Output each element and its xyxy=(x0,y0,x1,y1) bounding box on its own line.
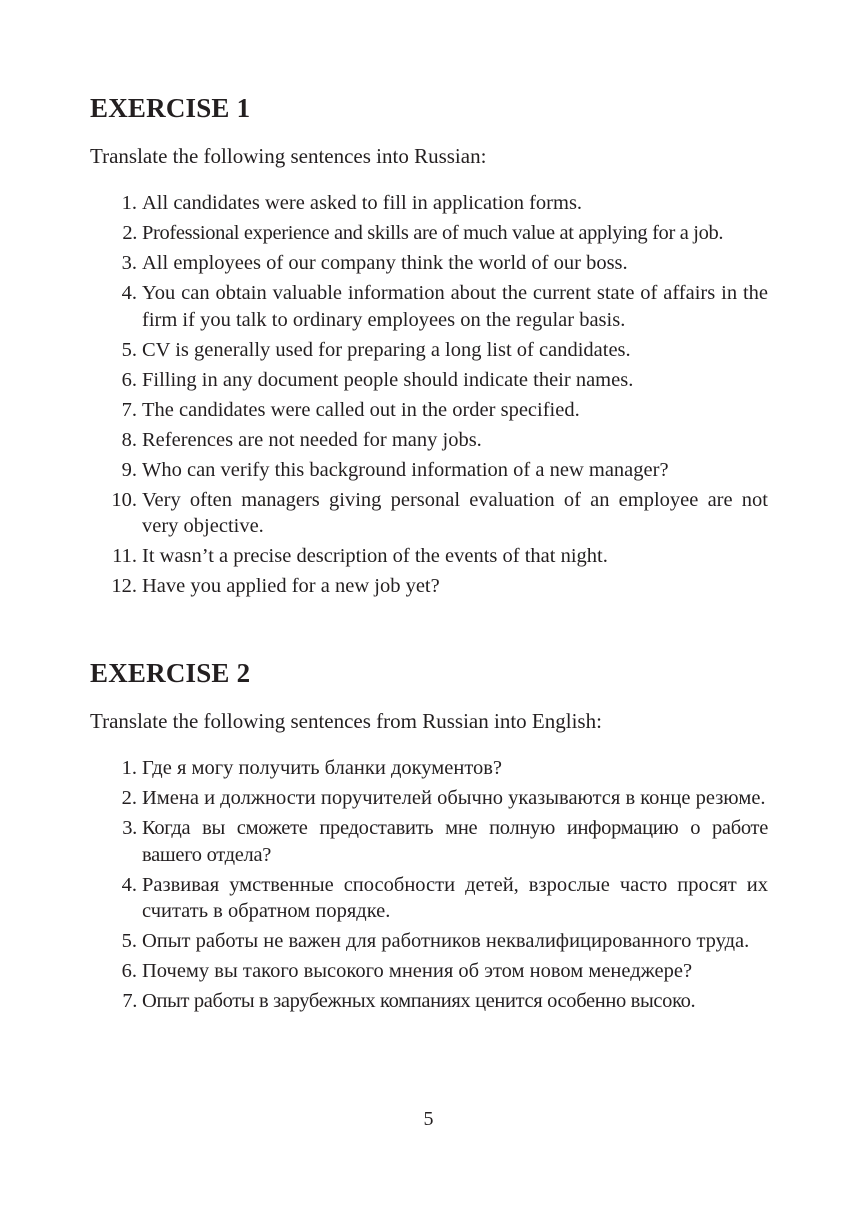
list-item: 5. Опыт работы не важен для работников неквалифицированного труда. xyxy=(121,930,750,952)
list-item: 5. CV is generally used for preparing a long list of candidates. xyxy=(121,338,631,361)
exercise-2-title: EXERCISE 2 xyxy=(90,658,251,688)
list-item: 4. You can obtain valuable information about the current state of affairs in the firm if you talk to ordinary employees on the regular basis. xyxy=(121,282,768,331)
list-item: 2. Professional experience and skills are of much value at applying for a job. xyxy=(122,222,724,244)
list-item: 3. All employees of our company think the world of our boss. xyxy=(121,252,628,274)
list-item: 1. All candidates were asked to fill in application forms. xyxy=(121,192,583,214)
list-item: 9. Who can verify this background information of a new manager? xyxy=(121,458,669,481)
list-item: 10. Very often managers giving personal evaluation of an employee are not very objective. xyxy=(111,488,768,537)
list-item: 8. References are not needed for many jobs. xyxy=(121,428,482,451)
list-item: 3. Когда вы сможете предоставить мне полную информацию о работе вашего отдела? xyxy=(122,817,768,866)
exercise-2-instruction: Translate the following sentences from Russian into English: xyxy=(90,709,602,733)
exercise-1-section xyxy=(90,93,768,603)
list-item: 11. It wasn’t a precise description of the events of that night. xyxy=(112,545,608,567)
list-item: 1. Где я могу получить бланки документов? xyxy=(121,757,503,779)
exercise-1-list xyxy=(90,190,768,600)
list-item: 6. Почему вы такого высокого мнения об этом новом менеджере? xyxy=(121,960,693,982)
list-item: 2. Имена и должности поручителей обычно указываются в конце резюме. xyxy=(121,787,766,809)
exercise-2-list xyxy=(90,755,768,1015)
list-item: 7. The candidates were called out in the order specified. xyxy=(121,398,580,421)
list-item: 4. Развивая умственные способности детей, взрослые часто просят их считать в обратном порядке. xyxy=(121,873,768,922)
page-number: 5 xyxy=(423,1108,434,1130)
list-item: 6. Filling in any document people should indicate their names. xyxy=(121,368,634,391)
list-item: 7. Опыт работы в зарубежных компаниях ценится особенно высоко. xyxy=(122,990,696,1012)
exercise-1-title: EXERCISE 1 xyxy=(90,93,251,123)
exercise-2-section xyxy=(90,658,768,1018)
exercise-1-instruction: Translate the following sentences into Russian: xyxy=(90,144,487,168)
list-item: 12. Have you applied for a new job yet? xyxy=(111,575,440,597)
